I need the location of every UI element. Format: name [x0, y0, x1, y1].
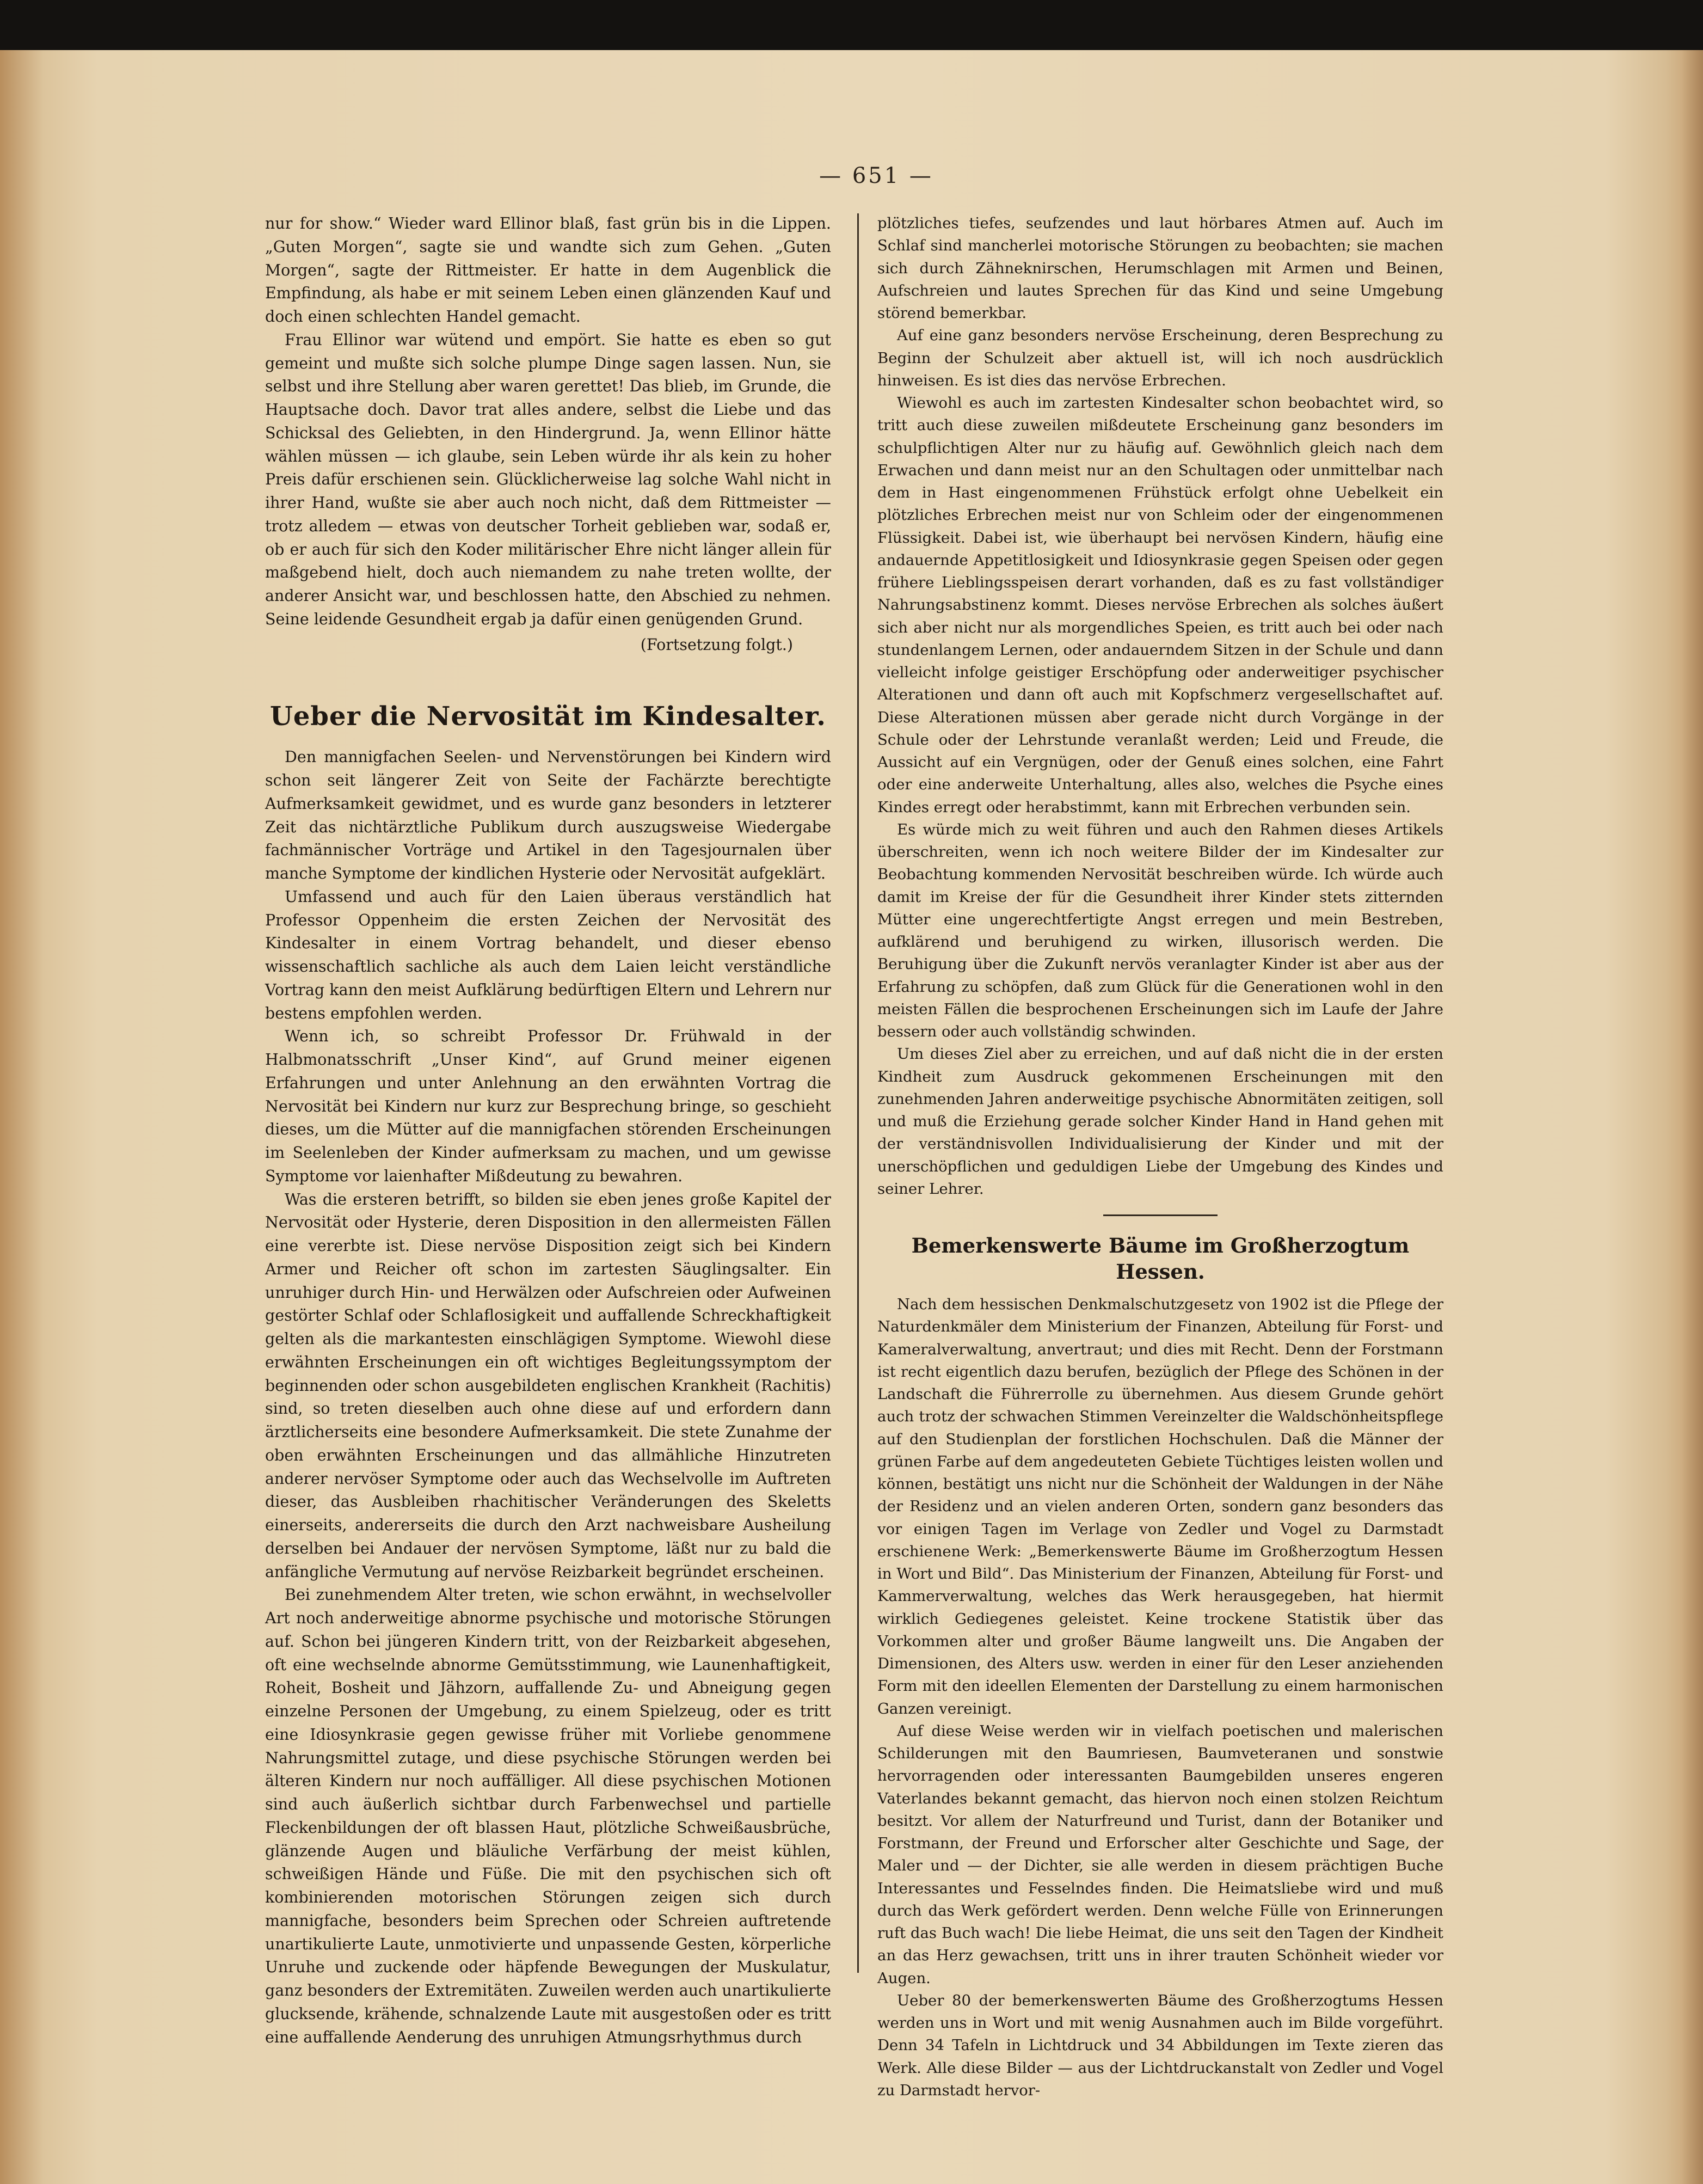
article-paragraph: Ueber 80 der bemerkenswerten Bäume des Großherzogtums Hessen werden uns in Wort und mit wenig Ausnahmen auch im Bilde vorgeführt. Denn 34 Tafeln in Lichtdruck und 34 Abbildungen im Texte zieren das Werk. Alle diese Bilder — aus der Lichtdruckanstalt von Zedler und Vogel zu Darmstadt hervor-: [877, 1991, 1443, 2099]
article-paragraph: Den mannigfachen Seelen- und Nervenstörungen bei Kindern wird schon seit längerer Zeit von Seite der Fachärzte berechtigte Aufmerksamkeit gewidmet, und es wurde ganz besonders in letzterer Zeit das nichtärztliche Publikum durch auszugsweise Wiedergabe fachmännischer Vorträge und Artikel in den Tagesjournalen über manche Symptome der kindlichen Hysterie oder Nervosität aufgeklärt.: [265, 748, 831, 882]
scan-top-border: [0, 0, 1703, 50]
right-column: [877, 212, 1443, 2102]
article-paragraph: Auf diese Weise werden wir in vielfach poetischen und malerischen Schilderungen mit den Baumriesen, Baumveteranen und sonstwie hervorragenden oder interessanten Baumgebilden unseres engeren Vaterlandes bekannt gemacht, das hiervon noch einen stolzen Reichtum besitzt. Vor allem der Naturfreund und Turist, dann der Botaniker und Forstmann, der Freund und Erforscher alter Geschichte und Sage, der Maler und — der Dichter, sie alle werden in diesem prächtigen Buche Interessantes und Fesselndes finden. Die Heimatsliebe wird und muß durch das Werk gefördert werden. Denn welche Fülle von Erinnerungen ruft das Buch wach! Die liebe Heimat, die uns seit den Tagen der Kindheit an das Herz gewachsen, tritt uns in ihrer trauten Schönheit wieder vor Augen.: [877, 1722, 1443, 1987]
left-column: [265, 212, 831, 2049]
page-number: — 651 —: [819, 163, 933, 188]
continuation-note: (Fortsetzung folgt.): [640, 635, 793, 654]
article-paragraph: Wiewohl es auch im zartesten Kindesalter schon beobachtet wird, so tritt auch diese zuweilen mißdeutete Erscheinung ganz besonders im schulpflichtigen Alter nur zu häufig auf. Gewöhnlich gleich nach dem Erwachen und dann meist nur an den Schultagen oder unmittelbar nach dem in Hast eingenommenen Frühstück erfolgt ohne Uebelkeit ein plötzliches Erbrechen meist nur von Schleim oder der eingenommenen Flüssigkeit. Dabei ist, wie überhaupt bei nervösen Kindern, häufig eine andauernde Appetitlosigkeit und Idiosynkrasie gegen Speisen oder gegen frühere Lieblingsspeisen derart vorhanden, daß es zu fast vollständiger Nahrungsabstinenz kommt. Dieses nervöse Erbrechen als solches äußert sich aber nicht nur als morgendliches Speien, es tritt auch bei oder nach stundenlangem Lernen, oder andauerndem Sitzen in der Schule und dann vielleicht infolge geistiger Erschöpfung oder anderweitiger psychischer Alterationen und dann oft auch mit Kopfschmerz vergesellschaftet auf. Diese Alterationen müssen aber gerade nicht durch Vorgänge in der Schule oder der Lehrstunde veranlaßt werden; Leid und Freude, die Aussicht auf ein Vergnügen, oder der Genuß eines solchen, eine Fahrt oder eine anderweite Unterhaltung, alles also, welches die Psyche eines Kindes erregt oder herabstimmt, kann mit Erbrechen verbunden sein.: [877, 394, 1443, 816]
article-paragraph: Wenn ich, so schreibt Professor Dr. Frühwald in der Halbmonatsschrift „Unser Kind“, auf Grund meiner eigenen Erfahrungen und unter Anlehnung an den erwähnten Vortrag die Nervosität bei Kindern nur kurz zur Besprechung bringe, so geschieht dieses, um die Mütter auf die mannigfachen störenden Erscheinungen im Seelenleben der Kinder aufmerksam zu machen, und um gewisse Symptome vor laienhafter Mißdeutung zu bewahren.: [265, 1027, 831, 1185]
article-paragraph: Auf eine ganz besonders nervöse Erscheinung, deren Besprechung zu Beginn der Schulzeit aber aktuell ist, will ich noch ausdrücklich hinweisen. Es ist dies das nervöse Erbrechen.: [877, 327, 1443, 389]
article-paragraph: Was die ersteren betrifft, so bilden sie eben jenes große Kapitel der Nervosität oder Hysterie, deren Disposition in den allermeisten Fällen eine vererbte ist. Diese nervöse Disposition zeigt sich bei Kindern Armer und Reicher oft schon im zartesten Säuglingsalter. Ein unruhiger durch Hin- und Herwälzen oder Aufschreien oder Aufweinen gestörter Schlaf oder Schlaflosigkeit und auffallende Schreckhaftigkeit gelten als die markantesten einschlägigen Symptome. Wiewohl diese erwähnten Erscheinungen ein oft wichtiges Begleitungssymptom der beginnenden oder schon ausgebildeten englischen Krankheit (Rachitis) sind, so treten dieselben auch ohne diese auf und erfordern dann ärztlicherseits eine besondere Aufmerksamkeit. Die stete Zunahme der oben erwähnten Erscheinungen und das allmähliche Hinzutreten anderer nervöser Symptome oder auch das Wechselvolle im Auftreten dieser, das Ausbleiben rhachitischer Veränderungen des Skeletts einerseits, andererseits die durch den Arzt nachweisbare Ausheilung derselben bei Andauer der nervösen Symptome, läßt nur zu bald die anfängliche Vermutung auf nervöse Reizbarkeit begründet erscheinen.: [265, 1190, 831, 1581]
column-rule: [857, 213, 859, 1973]
article-paragraph: Nach dem hessischen Denkmalschutzgesetz von 1902 ist die Pflege der Naturdenkmäler dem Ministerium der Finanzen, Abteilung für Forst- und Kameralverwaltung, anvertraut; und dies mit Recht. Denn der Forstmann ist recht eigentlich dazu berufen, bezüglich der Pflege des Schönen in der Landschaft die Führerrolle zu übernehmen. Aus diesem Grunde gehört auch trotz der schwachen Stimmen Vereinzelter die Waldschönheitspflege auf den Studienplan der forstlichen Hochschulen. Daß die Männer der grünen Farbe auf dem angedeuteten Gebiete Tüchtiges leisten wollen und können, bestätigt uns nicht nur die Schönheit der Waldungen in der Nähe der Residenz und an vielen anderen Orten, sondern ganz besonders das vor einigen Tagen im Verlage von Zedler und Vogel zu Darmstadt erschienene Werk: „Bemerkenswerte Bäume im Großherzogtum Hessen in Wort und Bild“. Das Ministerium der Finanzen, Abteilung für Forst- und Kammerverwaltung, welches das Werk herausgegeben, hat hiermit wirklich Gediegenes geleistet. Keine trockene Statistik über das Vorkommen alter und großer Bäume langweilt uns. Die Angaben der Dimensionen, des Alters usw. werden in einer für den Leser anziehenden Form mit den ideellen Elementen der Darstellung zu einem harmonischen Ganzen vereinigt.: [877, 1296, 1443, 1717]
section-divider: [1103, 1214, 1218, 1216]
article-paragraph: Umfassend und auch für den Laien überaus verständlich hat Professor Oppenheim die ersten Zeichen der Nervosität des Kindesalter in einem Vortrag behandelt, und dieser ebenso wissenschaftlich sachliche als auch dem Laien leicht verständliche Vortrag kann den meist Aufklärung bedürftigen Eltern und Lehrern nur bestens empfohlen werden.: [265, 887, 831, 1022]
second-article-title: Bemerkenswerte Bäume im Großherzogtum Hessen.: [911, 1234, 1410, 1284]
article-paragraph: Bei zunehmendem Alter treten, wie schon erwähnt, in wechselvoller Art noch anderweitige abnorme psychische und motorische Störungen auf. Schon bei jüngeren Kindern tritt, von der Reizbarkeit abgesehen, oft eine wechselnde abnorme Gemütsstimmung, wie Launenhaftigkeit, Roheit, Bosheit und Jähzorn, auffallende Zu- und Abneigung gegen einzelne Personen der Umgebung, zu einem Spielzeug, oder es tritt eine Idiosynkrasie gegen gewisse früher mit Vorliebe genommene Nahrungsmittel zutage, und diese psychische Störungen werden bei älteren Kindern nur noch auffälliger. All diese psychischen Motionen sind auch äußerlich sichtbar durch Farbenwechsel und partielle Fleckenbildungen der oft blassen Haut, plötzliche Schweißausbrüche, glänzende Augen und bläuliche Verfärbung der meist kühlen, schweißigen Hände und Füße. Die mit den psychischen sich oft kombinierenden motorischen Störungen zeigen sich durch mannigfache, besonders beim Sprechen oder Schreien auftretende unartikulierte Laute, unmotivierte und unpassende Gesten, körperliche Unruhe und zuckende oder häpfende Bewegungen der Muskulatur, ganz besonders der Extremitäten. Zuweilen werden auch unartikulierte glucksende, krähende, schnalzende Laute mit ausgestoßen oder es tritt eine auffallende Aenderung des unruhigen Atmungsrhythmus durch: [265, 1586, 831, 2046]
article-paragraph: plötzliches tiefes, seufzendes und laut hörbares Atmen auf. Auch im Schlaf sind mancherlei motorische Störungen zu beobachten; sie machen sich durch Zähneknirschen, Herumschlagen mit Armen und Beinen, Aufschreien und lautes Sprechen für das Kind und seine Umgebung störend bemerkbar.: [877, 214, 1443, 322]
article-title: Ueber die Nervosität im Kindesalter.: [270, 701, 826, 732]
page-edge-shadow: [1681, 50, 1703, 2184]
article-paragraph: Es würde mich zu weit führen und auch den Rahmen dieses Artikels überschreiten, wenn ich noch weitere Bilder der im Kindesalter zur Beobachtung kommenden Nervosität beschreiben würde. Ich würde auch damit im Kreise der für die Gesundheit ihrer Kinder stets zitternden Mütter eine ungerechtfertigte Angst erregen und mein Bestreben, aufklärend und beruhigend zu wirken, illusorisch werden. Die Beruhigung über die Zukunft nervös veranlagter Kinder ist aber aus der Erfahrung zu schöpfen, daß zum Glück für die Generationen wohl in den meisten Fällen die besprochenen Erscheinungen sich im Laufe der Jahre bessern oder auch vollständig schwinden.: [877, 820, 1443, 1040]
story-paragraph: nur for show.“ Wieder ward Ellinor blaß, fast grün bis in die Lippen. „Guten Morgen“, sagte sie und wandte sich zum Gehen. „Guten Morgen“, sagte der Rittmeister. Er hatte in dem Augenblick die Empfindung, als habe er mit seinem Leben einen glänzenden Kauf und doch einen schlechten Handel gemacht.: [265, 214, 831, 326]
article-paragraph: Um dieses Ziel aber zu erreichen, und auf daß nicht die in der ersten Kindheit zum Ausdruck gekommenen Erscheinungen mit den zunehmenden Jahren anderweitige psychische Abnormitäten zeitigen, soll und muß die Erziehung gerade solcher Kinder Hand in Hand gehen mit der verständnisvollen Individualisierung der Kinder und mit der unerschöpflichen und geduldigen Liebe der Umgebung des Kindes und seiner Lehrer.: [877, 1045, 1443, 1198]
story-paragraph: Frau Ellinor war wütend und empört. Sie hatte es eben so gut gemeint und mußte sich solche plumpe Dinge sagen lassen. Nun, sie selbst und ihre Stellung aber waren gerettet! Das blieb, im Grunde, die Hauptsache doch. Davor trat alles andere, selbst die Liebe und das Schicksal des Geliebten, in den Hindergrund. Ja, wenn Ellinor hätte wählen müssen — ich glaube, sein Leben würde ihr als kein zu hoher Preis dafür erschienen sein. Glücklicherweise lag solche Wahl nicht in ihrer Hand, wußte sie aber auch noch nicht, daß dem Rittmeister — trotz alledem — etwas von deutscher Torheit geblieben war, sodaß er, ob er auch für sich den Koder militärischer Ehre nicht länger allein für maßgebend hielt, doch auch niemandem zu nahe treten wollte, der anderer Ansicht war, und beschlossen hatte, den Abschied zu nehmen. Seine leidende Gesundheit ergab ja dafür einen genügenden Grund.: [265, 330, 831, 628]
